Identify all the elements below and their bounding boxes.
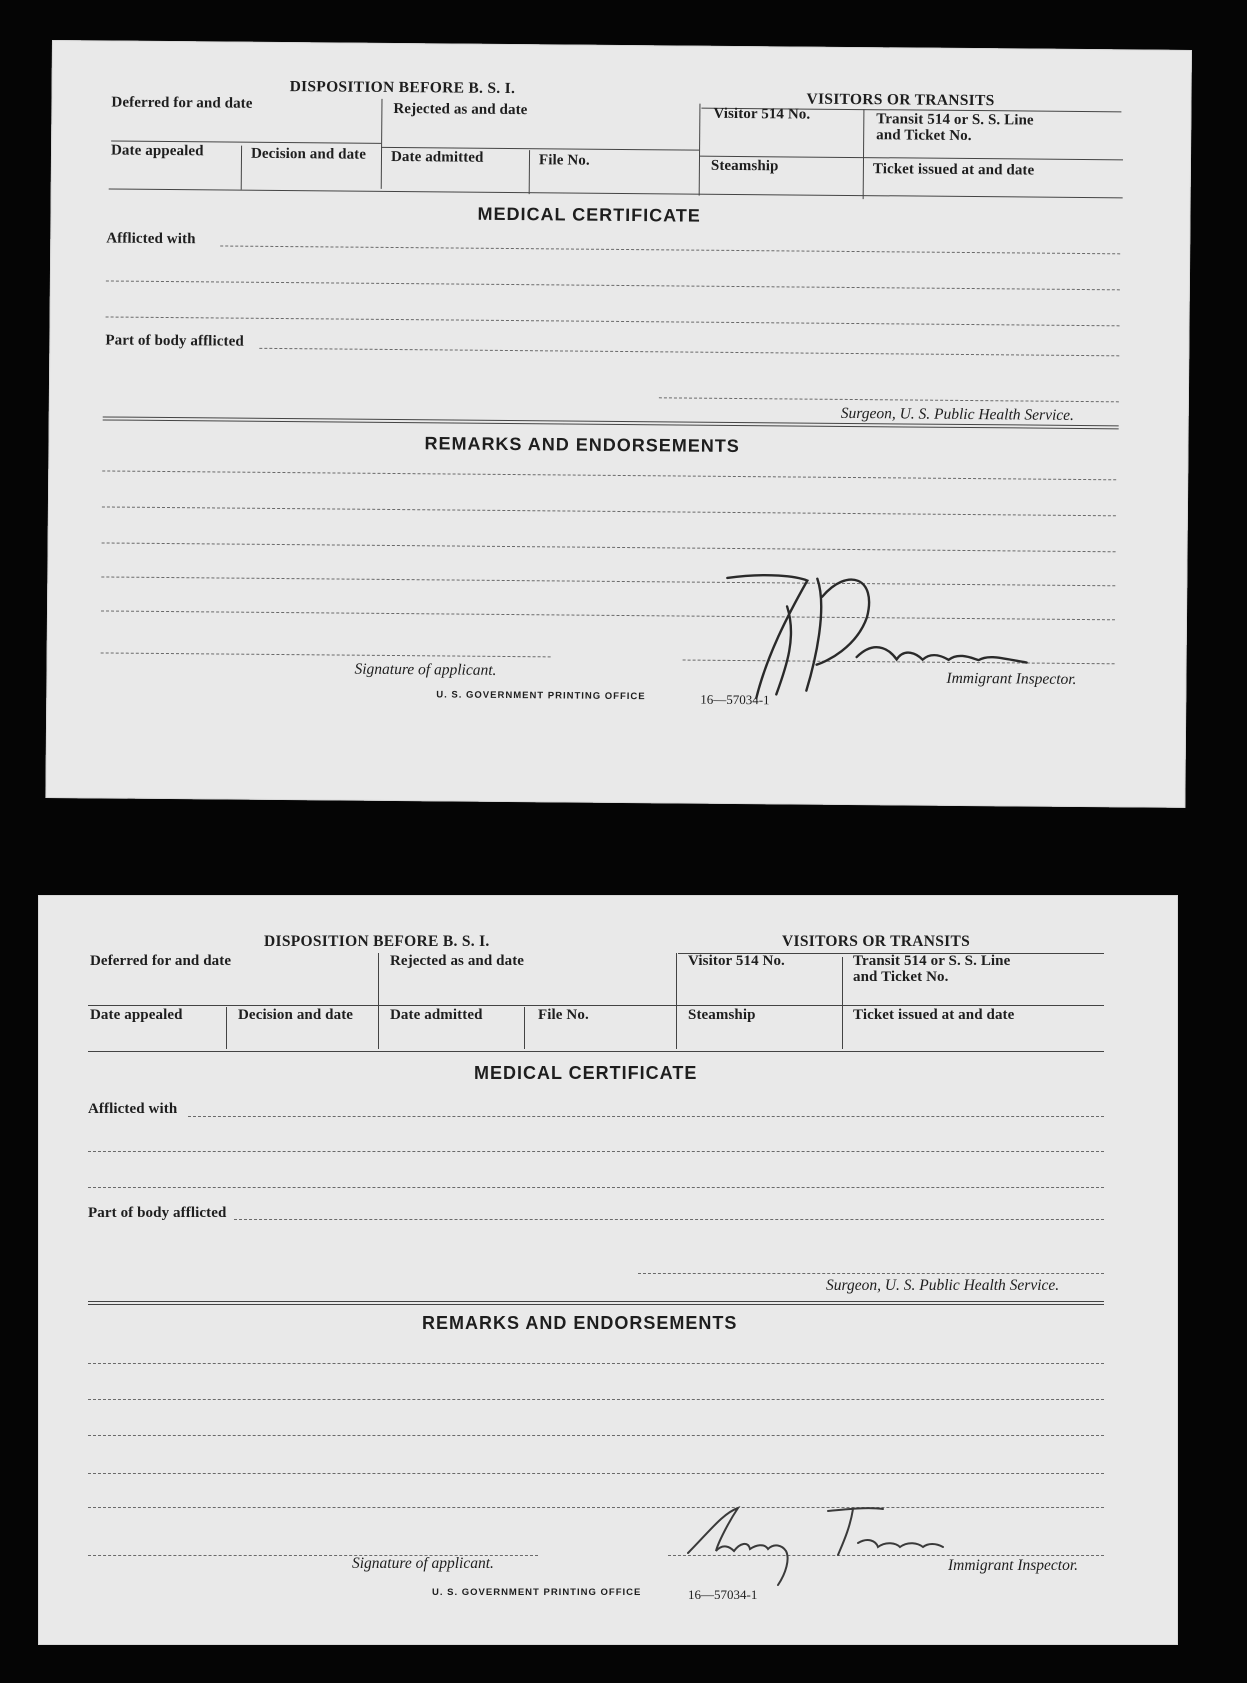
deferred-label: Deferred for and date [90, 953, 232, 969]
form-number: 16—57034-1 [688, 1587, 758, 1602]
immigrant-inspector-caption: Immigrant Inspector. [946, 669, 1077, 688]
surgeon-caption: Surgeon, U. S. Public Health Service. [826, 1277, 1060, 1294]
deferred-label: Deferred for and date [111, 94, 253, 112]
file-no-label: File No. [538, 152, 590, 169]
inspector-signature-card-1 [726, 566, 1047, 709]
steamship-label: Steamship [710, 157, 779, 175]
part-of-body-label: Part of body afflicted [105, 332, 244, 350]
transit-label-1: Transit 514 or S. S. Line [876, 111, 1034, 129]
signature-applicant-caption: Signature of applicant. [352, 1555, 494, 1572]
transit-label-1: Transit 514 or S. S. Line [853, 953, 1011, 969]
decision-label: Decision and date [238, 1007, 354, 1023]
rejected-label: Rejected as and date [393, 100, 528, 119]
afflicted-with-label: Afflicted with [106, 230, 196, 248]
surgeon-caption: Surgeon, U. S. Public Health Service. [840, 404, 1075, 424]
form-card-1 [45, 40, 1192, 808]
date-appealed-label: Date appealed [90, 1007, 183, 1023]
immigrant-inspector-caption: Immigrant Inspector. [948, 1557, 1079, 1574]
visitors-header: VISITORS OR TRANSITS [806, 90, 995, 110]
remarks-heading: REMARKS AND ENDORSEMENTS [422, 1313, 738, 1333]
ticket-issued-label: Ticket issued at and date [872, 161, 1035, 179]
date-admitted-label: Date admitted [390, 148, 484, 166]
part-of-body-label: Part of body afflicted [88, 1205, 227, 1221]
disposition-header: DISPOSITION BEFORE B. S. I. [289, 78, 516, 98]
visitor-label: Visitor 514 No. [688, 953, 785, 969]
afflicted-with-label: Afflicted with [88, 1101, 178, 1117]
visitors-header: VISITORS OR TRANSITS [782, 933, 971, 950]
form-number: 16—57034-1 [700, 691, 770, 708]
visitor-label: Visitor 514 No. [713, 105, 811, 123]
date-admitted-label: Date admitted [390, 1007, 483, 1023]
inspector-signature-card-2 [678, 1503, 978, 1593]
ticket-issued-label: Ticket issued at and date [853, 1007, 1015, 1023]
form-card-2 [38, 895, 1178, 1645]
date-appealed-label: Date appealed [110, 142, 204, 160]
transit-label-2: and Ticket No. [853, 969, 949, 985]
medical-certificate-heading: MEDICAL CERTIFICATE [474, 1063, 698, 1083]
signature-applicant-caption: Signature of applicant. [354, 660, 497, 679]
remarks-heading: REMARKS AND ENDORSEMENTS [424, 433, 740, 457]
printing-office-imprint: U. S. GOVERNMENT PRINTING OFFICE [436, 689, 646, 703]
disposition-header: DISPOSITION BEFORE B. S. I. [264, 933, 490, 950]
medical-certificate-heading: MEDICAL CERTIFICATE [477, 203, 701, 226]
printing-office-imprint: U. S. GOVERNMENT PRINTING OFFICE [432, 1587, 642, 1598]
steamship-label: Steamship [688, 1007, 756, 1023]
file-no-label: File No. [538, 1007, 589, 1023]
decision-label: Decision and date [250, 145, 367, 163]
rejected-label: Rejected as and date [390, 953, 525, 969]
transit-label-2: and Ticket No. [876, 127, 972, 145]
